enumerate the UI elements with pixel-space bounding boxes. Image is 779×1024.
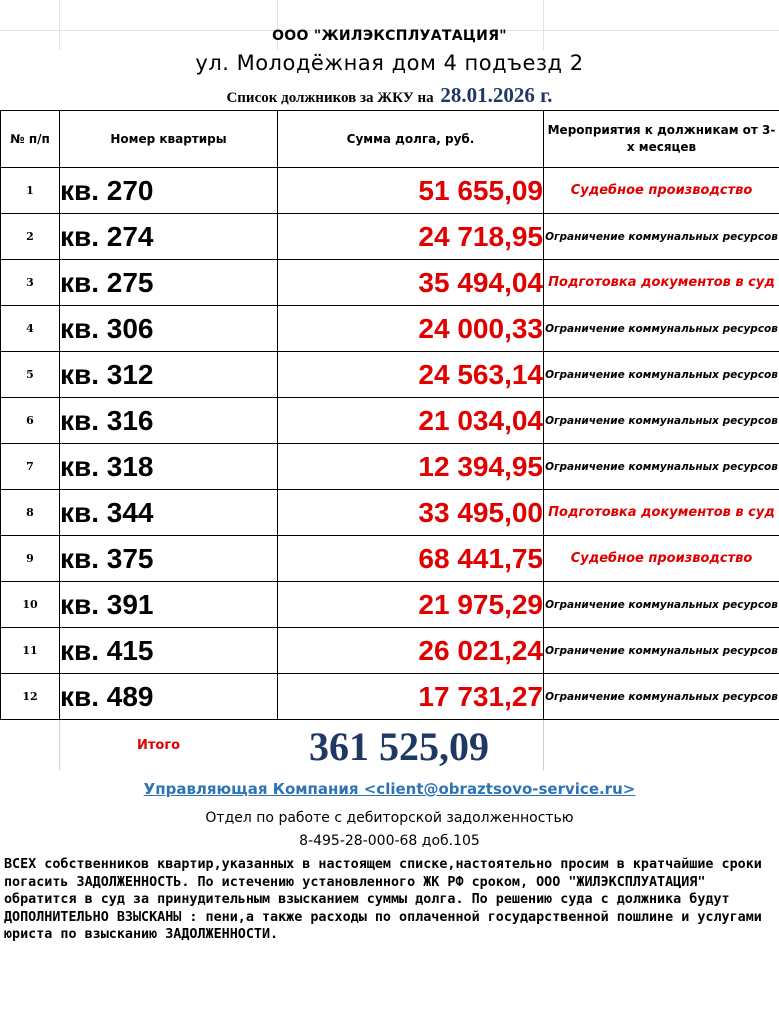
row-action: Судебное производство [544,168,779,214]
building-address: ул. Молодёжная дом 4 подъезд 2 [195,51,584,75]
header-number: № п/п [1,111,60,168]
table-row [1,352,779,398]
debtors-table [0,110,779,720]
row-apartment: кв. 318 [60,444,278,490]
table-row [1,168,779,214]
row-apartment: кв. 344 [60,490,278,536]
management-company-link[interactable]: Управляющая Компания <client@obraztsovo-service.ru> [143,780,636,798]
row-debt-amount: 24 000,33 [278,306,544,352]
row-number: 7 [1,444,60,490]
row-number: 4 [1,306,60,352]
row-apartment: кв. 316 [60,398,278,444]
row-apartment: кв. 375 [60,536,278,582]
list-title [0,83,779,108]
row-apartment: кв. 415 [60,628,278,674]
row-debt-amount: 35 494,04 [278,260,544,306]
header-debt: Сумма долга, руб. [278,111,544,168]
row-number: 6 [1,398,60,444]
row-number: 3 [1,260,60,306]
row-apartment: кв. 275 [60,260,278,306]
row-number: 5 [1,352,60,398]
row-action: Ограничение коммунальных ресурсов [544,628,779,674]
row-action: Ограничение коммунальных ресурсов [544,352,779,398]
row-action: Ограничение коммунальных ресурсов [544,674,779,720]
row-debt-amount: 21 034,04 [278,398,544,444]
row-action: Ограничение коммунальных ресурсов [544,444,779,490]
row-number: 9 [1,536,60,582]
row-debt-amount: 12 394,95 [278,444,544,490]
list-date: 28.01.2026 г. [440,83,553,107]
total-label: Итого [137,738,181,753]
table-row [1,260,779,306]
table-row [1,306,779,352]
row-action: Подготовка документов в суд [544,260,779,306]
row-debt-amount: 24 718,95 [278,214,544,260]
row-number: 2 [1,214,60,260]
row-apartment: кв. 306 [60,306,278,352]
table-row [1,490,779,536]
contact-phone: 8-495-28-000-68 доб.105 [299,833,480,849]
row-debt-amount: 33 495,00 [278,490,544,536]
row-debt-amount: 26 021,24 [278,628,544,674]
row-number: 1 [1,168,60,214]
table-row [1,444,779,490]
row-debt-amount: 68 441,75 [278,536,544,582]
total-value: 361 525,09 [309,724,489,769]
department-name: Отдел по работе с дебиторской задолженностью [205,810,574,826]
row-number: 11 [1,628,60,674]
row-action: Ограничение коммунальных ресурсов [544,214,779,260]
header-action: Мероприятия к должникам от 3-х месяцев [544,111,779,168]
table-row [1,582,779,628]
row-action: Подготовка документов в суд [544,490,779,536]
company-name: ООО "ЖИЛЭКСПЛУАТАЦИЯ" [272,28,507,44]
row-number: 8 [1,490,60,536]
row-apartment: кв. 312 [60,352,278,398]
row-apartment: кв. 489 [60,674,278,720]
table-row [1,628,779,674]
header-apartment: Номер квартиры [60,111,278,168]
row-action: Ограничение коммунальных ресурсов [544,306,779,352]
row-number: 12 [1,674,60,720]
row-apartment: кв. 391 [60,582,278,628]
list-title-text: Список должников за ЖКУ на [226,90,434,106]
row-debt-amount: 51 655,09 [278,168,544,214]
row-number: 10 [1,582,60,628]
total-row [0,720,779,770]
row-action: Ограничение коммунальных ресурсов [544,398,779,444]
row-debt-amount: 17 731,27 [278,674,544,720]
table-row [1,674,779,720]
table-row [1,536,779,582]
row-debt-amount: 21 975,29 [278,582,544,628]
row-action: Судебное производство [544,536,779,582]
row-action: Ограничение коммунальных ресурсов [544,582,779,628]
row-apartment: кв. 274 [60,214,278,260]
row-apartment: кв. 270 [60,168,278,214]
row-debt-amount: 24 563,14 [278,352,544,398]
table-header-row [1,111,779,168]
debt-notice: ВСЕХ собственников квартир,указанных в настоящем списке,настоятельно просим в кратчайшие сроки погасить ЗАДОЛЖЕННОСТЬ. По истечению установленного ЖК РФ сроком, ООО "ЖИЛЭКСПЛУАТАЦИЯ" обратится в суд за принудительным взысканием суммы долга. По решению суда с должника будут ДОПОЛНИТЕЛЬНО ВЗЫСКАНЫ : пени,а также расходы по оплаченной государственной пошлине и услугами юриста по взысканию ЗАДОЛЖЕННОСТИ. [4,857,762,942]
table-row [1,398,779,444]
table-row [1,214,779,260]
